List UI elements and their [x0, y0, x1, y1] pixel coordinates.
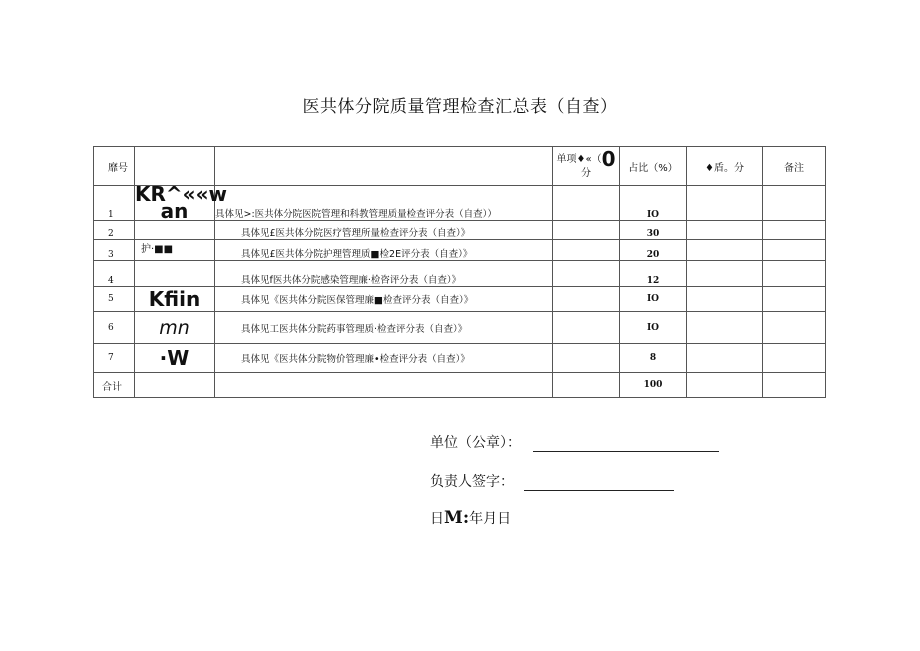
table-row [94, 312, 826, 344]
row-name-line1: KR^««w [135, 182, 227, 206]
row-pct: IO [620, 186, 687, 221]
row-score [687, 221, 763, 240]
row-pct: 12 [620, 261, 687, 287]
person-sign-line [524, 490, 674, 491]
row-desc: 具体见>:医共体分院医院管理和科教管理质量检查评分表（自查）） [215, 186, 553, 221]
date-prefix: 日 [430, 511, 444, 527]
header-single-score-unit: 分 [581, 167, 591, 179]
row-score [687, 287, 763, 312]
header-desc [215, 147, 553, 186]
row-no: 3 [94, 240, 135, 261]
row-name [135, 221, 215, 240]
row-name: ·W [135, 344, 215, 373]
total-label: 合计 [94, 373, 135, 398]
row-score [687, 312, 763, 344]
row-no: 2 [94, 221, 135, 240]
table-row [94, 240, 826, 261]
row-desc: 具体见f医共体分院感染管理廉·检咨评分表（自查）》 [215, 261, 553, 287]
header-no: 靡号 [94, 147, 135, 186]
unit-seal-row [430, 432, 719, 452]
total-name [135, 373, 215, 398]
table-header-row [94, 147, 826, 186]
row-score [687, 261, 763, 287]
row-remark [763, 312, 826, 344]
table-row [94, 344, 826, 373]
header-remark: 备注 [763, 147, 826, 186]
row-pct: IO [620, 312, 687, 344]
row-remark [763, 221, 826, 240]
table-row [94, 261, 826, 287]
header-single-score [553, 147, 620, 186]
row-no: 1 [94, 186, 135, 221]
row-name [135, 182, 227, 223]
date-suffix: 年月日 [469, 511, 512, 527]
row-single-score [553, 312, 620, 344]
row-single-score [553, 261, 620, 287]
row-remark [763, 240, 826, 261]
row-remark [763, 287, 826, 312]
row-single-score [553, 240, 620, 261]
row-no: 7 [94, 344, 135, 373]
header-single-score-text: 单项♦«（ [556, 153, 602, 165]
row-desc: 具体见工医共体分院药事管理质·检查评分表（自查）》 [215, 312, 553, 344]
header-name [135, 147, 215, 186]
row-pct: 20 [620, 240, 687, 261]
row-no: 4 [94, 261, 135, 287]
row-remark [763, 261, 826, 287]
table-row [94, 221, 826, 240]
row-score [687, 186, 763, 221]
table-total-row [94, 373, 826, 398]
row-score [687, 344, 763, 373]
total-single-score [553, 373, 620, 398]
person-sign-label: 负责人签字： [430, 474, 514, 490]
table-row [94, 186, 826, 221]
table-row [94, 287, 826, 312]
row-pct: 8 [620, 344, 687, 373]
row-desc: 具体见£医共体分院护理管理质■检2E评分表（自查）》 [215, 240, 553, 261]
date-mark: M: [444, 508, 470, 528]
total-desc [215, 373, 553, 398]
row-single-score [553, 344, 620, 373]
page-title: 医共体分院质量管理检查汇总表（自查） [302, 97, 618, 117]
row-no: 6 [94, 312, 135, 344]
row-desc: 具体见《医共体分院医保管理廉■检查评分表（自查）》 [215, 287, 553, 312]
row-name: mn [135, 312, 215, 344]
row-single-score [553, 287, 620, 312]
unit-seal-line [533, 451, 719, 452]
row-pct: 30 [620, 221, 687, 240]
row-desc: 具体见《医共体分院物价管理廉•检查评分表（自查）》 [215, 344, 553, 373]
header-score: ♦盾。分 [687, 147, 763, 186]
row-no: 5 [94, 287, 135, 312]
row-remark [763, 344, 826, 373]
row-desc: 具体见£医共体分院医疗管理所量检查评分表（自查）》 [215, 221, 553, 240]
summary-table [93, 146, 826, 398]
row-single-score [553, 221, 620, 240]
unit-seal-label: 单位（公章）： [430, 435, 521, 451]
row-single-score [553, 186, 620, 221]
total-score [687, 373, 763, 398]
total-remark [763, 373, 826, 398]
date-row [430, 508, 511, 528]
person-sign-row [430, 471, 674, 491]
row-score [687, 240, 763, 261]
row-name [135, 261, 215, 287]
row-remark [763, 186, 826, 221]
header-single-score-mark: 0 [601, 146, 616, 171]
header-ratio: 占比（%） [620, 147, 687, 186]
row-pct: IO [620, 287, 687, 312]
row-name: 护·■■ [135, 240, 215, 261]
row-name: Kfiin [135, 287, 215, 312]
row-name-line2: an [160, 199, 189, 223]
total-pct: 100 [620, 373, 687, 398]
